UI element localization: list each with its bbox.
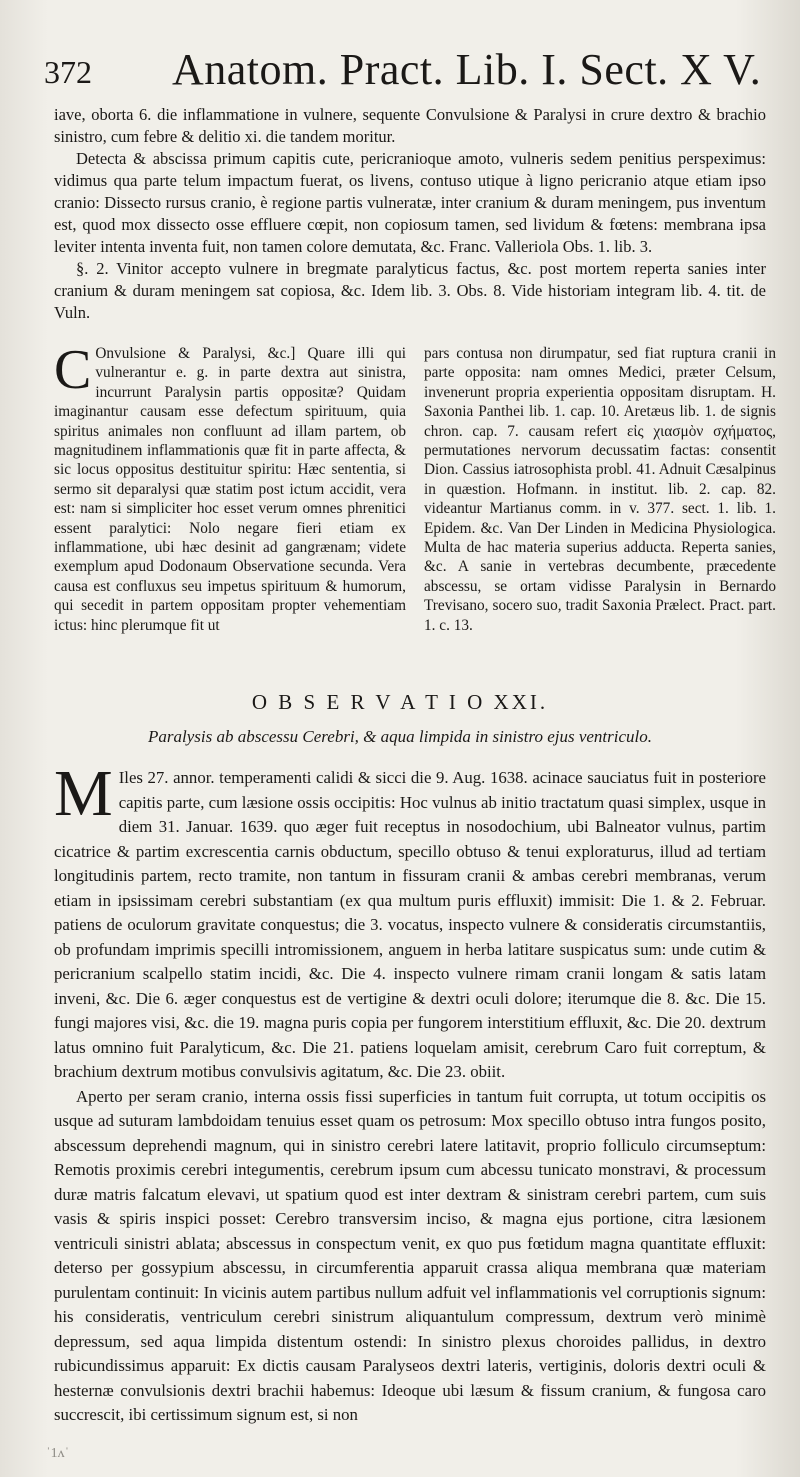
observation-paragraph-1 <box>54 757 766 1085</box>
commentary-right-column <box>424 344 776 635</box>
paragraph-section-2: §. 2. Vinitor accepto vulnere in bregmate paralyticus factus, &c. post mortem reperta sanies inter cranium & duram meningem sat copiosa, &c. Idem lib. 3. Obs. 8. Vide historiam integram lib. 4. tit. de Vuln. <box>54 259 766 322</box>
page-number: 372 <box>44 54 92 90</box>
right-column-text: pars contusa non dirumpatur, sed fiat ruptura cranii in parte opposita: nam omnes Medici, præter Celsum, invenerunt propria experientia oppositam disruptam. H. Saxonia Panthei lib. 1. cap. 10. Aretæus lib. 1. de signis chron. cap. 7. causam refert εἰς χιασμὸν σχήματος, permutationes nervorum decussatim factas: consentit Dion. Cassius iatrosophista probl. 41. Adnuit Cæsalpinus in quæstion. Hofmann. in institut. lib. 2. cap. 82. videantur Martianus comm. in v. 377. sect. 1. lib. 1. Epidem. &c. Van Der Linden in Medicina Physiologica. Multa de hac materia superius adducta. Reperta sanies, &c. A sanie in vertebras decumbente, præcedente abscessu, se ortam vidisse Paralysin in Bernardo Trevisano, socero suo, tradit Saxonia Prælect. Pract. part. 1. c. 13. <box>424 345 776 634</box>
paragraph-continuation: iave, oborta 6. die inflammatione in vulnere, sequente Convulsione & Paralysi in crure dextro & brachio sinistro, cum febre & delitio xi. die tandem moritur. <box>54 105 766 146</box>
left-column-text: Onvulsione & Paralysi, &c.] Quare illi qui vulnerantur e. g. in parte dextra aut sinistra, incurrunt Paralysin partis oppositæ? Quidam imaginantur causam esse defectum spirituum, quia spiritus animales non confluunt ad illam partem, ob magnitudinem inflammationis quæ fit in parte affecta, & sic locus oppositus destituitur spiritu: Hæc sententia, si sermo sit deparalysi quæ statim post ictum accidit, vera est: nam si simpliciter hoc esset verum omnes phrenitici essent paralytici: Nolo negare fieri etiam ex inflammatione, ubi hæc desinit ad gangrænam; videte exemplum apud Dodonaum Observatione secunda. Vera causa est confluxus seu impetus spirituum & humorum, qui secedit in partem oppositam propter vehementiam ictus: hinc plerumque fit ut <box>54 345 406 634</box>
observation-title: O B S E R V A T I O XXI. <box>251 690 549 714</box>
paragraph-valleriola: Detecta & abscissa primum capitis cute, pericranioque amoto, vulneris sedem penitius perspeximus: vidimus qua parte telum impactum fuerat, os livens, contuso utique à ligno pericranio atque etiam ipso cranio: Dissecto rursus cranio, è regione partis vulneratæ, inter cranium & duram meningem, pus inventum est, quod mox dissecto osse effluere cœpit, non copiosum tamen, sed lividum & fœtens: membrana ipsa leviter intenta inventa fuit, non tamen colore demutata, &c. Franc. Valleriola Obs. 1. lib. 3. <box>54 149 766 256</box>
commentary-left-column <box>54 339 406 635</box>
observation-paragraph-1-text: Iles 27. annor. temperamenti calidi & sicci die 9. Aug. 1638. acinace sauciatus fuit in posteriore capitis parte, cum læsione ossis occipitis: Hoc vulnus ab initio tractatum quasi simplex, usque in diem 31. Januar. 1639. quo æger fuit receptus in nosodochium, ubi Balneator vulnus, partim cicatrice & partim excrescentia carnis obductum, specillo obtuso & tenui exploraturus, illud ad tertiam longitudinis partem, recto tramite, non tantum in fissuram cranii & ambas cerebri membranas, verum etiam in ipsissimam cerebri substantiam (ex qua multum puris effluxit) immisit: Die 1. & 2. Februar. patiens de oculorum gravitate conquestus; die 3. vocatus, inspecto vulnere & consideratis circumstantiis, ob profundam imprimis specilli intromissionem, anguem in herba latitare suspicatus sum: unde cutim & pericranium scalpello statim incidi, &c. Die 4. inspecto vulnere rimam cranii longam & satis latam inveni, &c. Die 6. æger conquestus est de vertigine & dextri oculi dolore; iterumque die 8. &c. Die 15. fungi majores visi, &c. die 19. magna puris copia per fungorem interstitium effluxit, &c. Die 20. dextrum latus omnino fuit Paralyticum, &c. Die 21. patiens loquelam amisit, cerebrum Caro fuit correptum, & brachium dextrum motibus convulsivis agitatum, &c. Die 23. obiit. <box>54 768 766 1081</box>
footer-mark: ˈ1ʌˈ <box>46 1446 70 1461</box>
drop-cap-c: C <box>54 339 92 401</box>
observation-subtitle: Paralysis ab abscessu Cerebri, & aqua limpida in sinistro ejus ventriculo. <box>148 727 652 746</box>
drop-cap-m: M <box>54 757 113 830</box>
top-text-block <box>54 104 766 324</box>
running-head: Anatom. Pract. Lib. I. Sect. X V. <box>172 45 762 94</box>
commentary-columns <box>54 339 776 674</box>
page-header <box>44 44 770 102</box>
observation-paragraph-2: Aperto per seram cranio, interna ossis fissi superficies in tantum fuit corrupta, ut totum occipitis os usque ad suturam lambdoidam tenuius esset quam os petrosum: Mox specillo obtuso intra fungos posito, abscessum deprehendi magnum, qui in sinistro cerebri latere latitavit, proprio folliculo circumseptum: Remotis proximis cerebri integumentis, cerebrum ipsum cum abcessu tunicato monstravi, & processum duræ matris falcatum elevavi, ut spatium quod est inter dextram & sinistram cerebri partem, cum suis vasis & spiris inspici posset: Cerebro transversim inciso, & magna ejus portione, citra læsionem ventriculi sinistri ablata; abscessus in conspectum venit, ex quo pus fœtidum magna quantitate effluxit: deterso per gossypium abscessu, in circumferentia apparuit crassa aliqua membrana quæ materiam purulentam continuit: In vicinis autem partibus nullum adfuit vel inflammationis vel corruptionis signum: his consideratis, ventriculum cerebri sinistrum aliquantulum compressum, dextrum verò minimè depressum, sed aqua limpida distentum ostendi: In sinistro plexus choroides pallidus, in dextro rubicundissimus apparuit: Ex dictis causam Paralyseos dextri lateris, vertiginis, doloris dextri oculi & hesternæ convulsionis dextri brachii habemus: Ideoque ubi læsum & fissum cranium, & fungosa caro succrescit, ibi certissimum signum est, si non <box>54 1086 766 1424</box>
observation-body <box>54 757 766 1428</box>
